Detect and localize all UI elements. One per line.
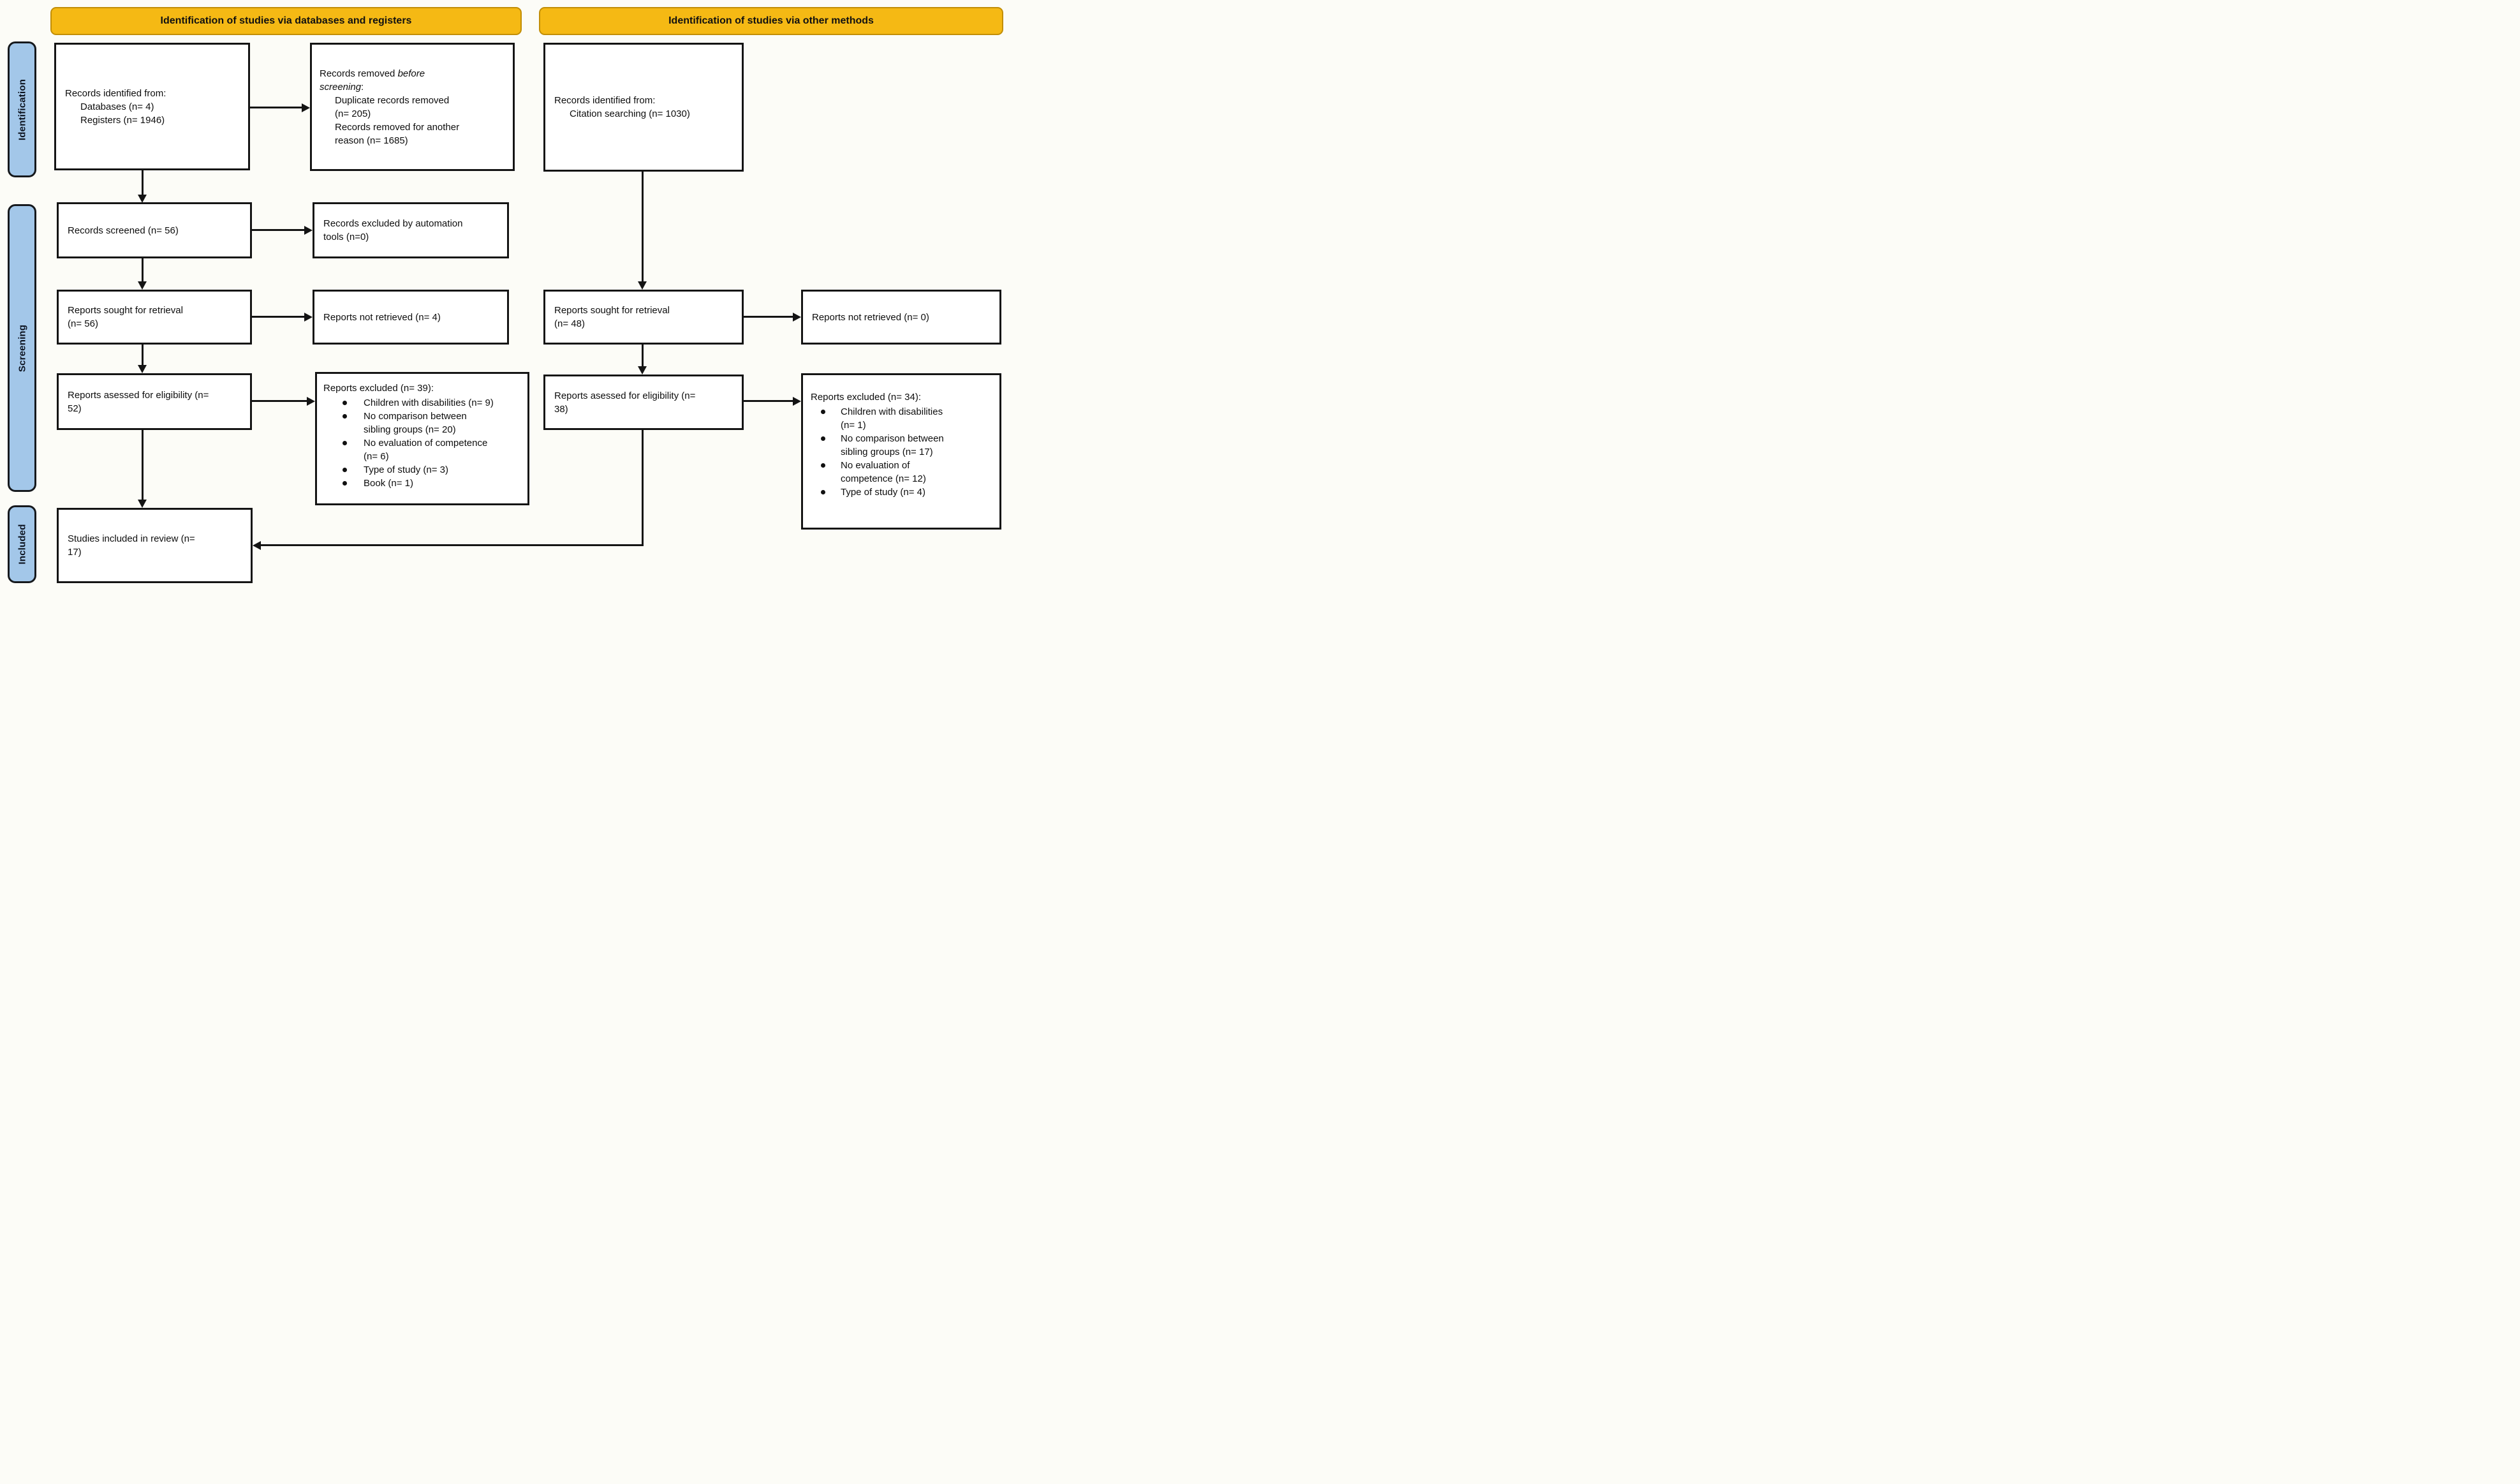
- studies-included-label: Studies included in review (n= 17): [68, 533, 195, 558]
- box-reports-assessed-db: [57, 373, 252, 430]
- stage-identification: [8, 41, 36, 177]
- stage-identification-label: Identification: [17, 78, 27, 140]
- box-reports-excluded-db: [315, 372, 529, 505]
- connector-assessed-other-down: [642, 430, 644, 546]
- list-item: [323, 477, 527, 490]
- citation-identified-intro: Records identified from:: [554, 95, 656, 106]
- excluded-db-reason: No evaluation of competence (n= 6): [364, 438, 488, 462]
- citation-identified-source: Citation searching (n= 1030): [570, 108, 690, 119]
- banner-databases-registers: [50, 7, 522, 35]
- connector-sought-to-not-retrieved: [252, 316, 304, 318]
- bullet-icon: [343, 481, 347, 486]
- excluded-db-reason: Book (n= 1): [364, 478, 413, 489]
- automation-excluded-label: Records excluded by automation tools (n=0): [323, 218, 463, 242]
- arrow-down-icon: [138, 281, 147, 290]
- stage-screening-label: Screening: [17, 324, 27, 372]
- excluded-db-reason: Children with disabilities (n= 9): [364, 397, 494, 408]
- excluded-db-reason: Type of study (n= 3): [364, 464, 448, 475]
- box-records-removed: [310, 43, 515, 171]
- reports-excluded-other-heading: Reports excluded (n= 34):: [811, 392, 922, 403]
- list-item: [323, 436, 527, 463]
- stage-included: [8, 505, 36, 583]
- arrow-down-icon: [138, 365, 147, 373]
- bullet-icon: [821, 410, 825, 414]
- reports-sought-db-label: Reports sought for retrieval (n= 56): [68, 305, 183, 329]
- excluded-other-reason: Children with disabilities (n= 1): [841, 406, 943, 431]
- arrow-right-icon: [793, 313, 801, 322]
- list-item: [323, 396, 527, 410]
- reports-excluded-db-list: [323, 396, 527, 490]
- connector-citation-to-sought: [642, 172, 644, 282]
- records-removed-suffix: :: [361, 81, 364, 93]
- records-removed-intro: [320, 67, 447, 94]
- box-studies-included: [57, 508, 253, 583]
- records-screened-label: Records screened (n= 56): [68, 225, 179, 236]
- reports-not-retrieved-other-label: Reports not retrieved (n= 0): [812, 311, 929, 323]
- banner-other-methods-label: Identification of studies via other methods: [668, 15, 874, 26]
- stage-screening: [8, 204, 36, 492]
- arrow-right-icon: [304, 226, 313, 235]
- connector-identified-to-removed: [250, 107, 302, 108]
- reports-assessed-other-label: Reports asessed for eligibility (n= 38): [554, 390, 696, 415]
- connector-assessed-other-to-excluded: [744, 400, 793, 402]
- banner-databases-registers-label: Identification of studies via databases and registers: [160, 15, 412, 26]
- connector-sought-other-to-assessed: [642, 345, 644, 366]
- arrow-left-icon: [253, 541, 261, 550]
- arrow-right-icon: [307, 397, 315, 406]
- bullet-icon: [343, 441, 347, 445]
- reports-assessed-db-label: Reports asessed for eligibility (n= 52): [68, 389, 209, 414]
- excluded-other-reason: Type of study (n= 4): [841, 487, 925, 498]
- reports-excluded-db-heading: Reports excluded (n= 39):: [323, 383, 434, 394]
- box-reports-sought-db: [57, 290, 252, 345]
- box-automation-excluded: [313, 202, 509, 258]
- reports-not-retrieved-db-label: Reports not retrieved (n= 4): [323, 311, 441, 323]
- list-item: [323, 410, 527, 436]
- list-item: [811, 486, 999, 499]
- list-item: [323, 463, 527, 477]
- reports-excluded-other-list: [811, 405, 999, 499]
- box-citation-identified: [543, 43, 744, 172]
- connector-sought-to-assessed: [142, 345, 144, 366]
- box-reports-not-retrieved-db: [313, 290, 509, 345]
- records-identified-databases: Databases (n= 4): [80, 101, 154, 112]
- arrow-right-icon: [302, 103, 310, 112]
- stage-included-label: Included: [17, 524, 27, 565]
- arrow-right-icon: [793, 397, 801, 406]
- box-reports-not-retrieved-other: [801, 290, 1001, 345]
- connector-other-to-included: [261, 544, 644, 546]
- records-removed-other-reason: Records removed for another reason (n= 1685): [335, 121, 460, 146]
- prisma-flow-diagram: [0, 0, 1008, 594]
- connector-assessed-to-excluded: [252, 400, 307, 402]
- box-reports-excluded-other: [801, 373, 1001, 530]
- list-item: [811, 432, 999, 459]
- arrow-down-icon: [138, 195, 147, 203]
- records-removed-italic: before screening: [320, 68, 425, 93]
- records-identified-registers: Registers (n= 1946): [80, 114, 165, 126]
- records-removed-duplicates: Duplicate records removed (n= 205): [335, 94, 450, 119]
- reports-sought-other-label: Reports sought for retrieval (n= 48): [554, 305, 670, 329]
- records-removed-prefix: Records removed: [320, 68, 398, 79]
- arrow-down-icon: [638, 281, 647, 290]
- arrow-down-icon: [138, 500, 147, 508]
- records-identified-intro: Records identified from:: [65, 87, 166, 99]
- bullet-icon: [821, 463, 825, 468]
- connector-identified-to-screened: [142, 170, 144, 195]
- banner-other-methods: [539, 7, 1003, 35]
- connector-screened-to-sought: [142, 258, 144, 282]
- bullet-icon: [343, 401, 347, 405]
- excluded-other-reason: No comparison between sibling groups (n= 17): [841, 433, 944, 457]
- list-item: [811, 459, 999, 486]
- bullet-icon: [343, 414, 347, 419]
- arrow-right-icon: [304, 313, 313, 322]
- bullet-icon: [343, 468, 347, 472]
- bullet-icon: [821, 436, 825, 441]
- box-records-screened: [57, 202, 252, 258]
- box-records-identified: [54, 43, 250, 170]
- box-reports-assessed-other: [543, 375, 744, 430]
- connector-assessed-to-included: [142, 430, 144, 500]
- bullet-icon: [821, 490, 825, 494]
- box-reports-sought-other: [543, 290, 744, 345]
- connector-screened-to-automation: [252, 229, 304, 231]
- connector-sought-other-to-not-retrieved: [744, 316, 793, 318]
- list-item: [811, 405, 999, 432]
- arrow-down-icon: [638, 366, 647, 375]
- excluded-other-reason: No evaluation of competence (n= 12): [841, 460, 926, 484]
- excluded-db-reason: No comparison between sibling groups (n= 20): [364, 411, 467, 435]
